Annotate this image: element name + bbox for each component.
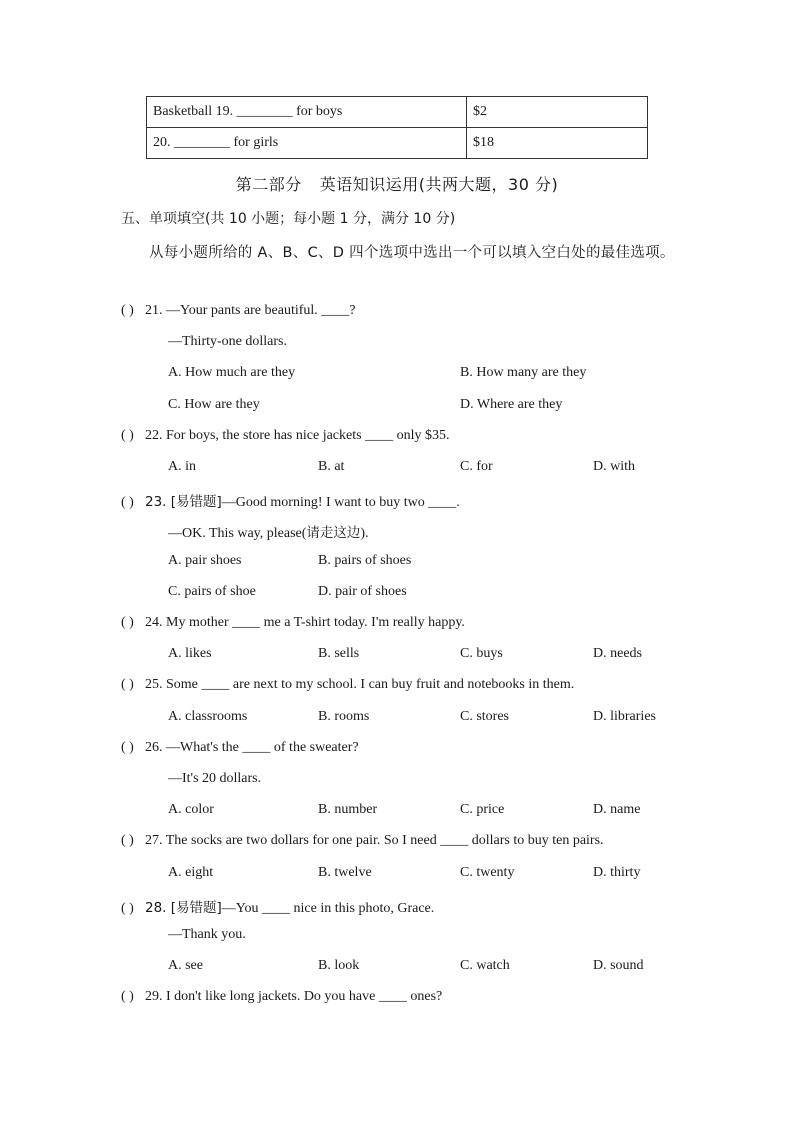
option-b: B. rooms [318, 709, 370, 724]
question-25 [121, 677, 574, 693]
option-c: C. price [460, 802, 505, 817]
answer-blank[interactable]: ( ) [121, 615, 134, 630]
answer-blank[interactable]: ( ) [121, 495, 134, 510]
option-b: B. look [318, 958, 360, 973]
option-c: C. How are they [168, 397, 260, 412]
part-title-label: 第二部分 [235, 175, 302, 194]
part-title [0, 172, 794, 195]
option-a: A. color [168, 802, 214, 817]
option-c: C. watch [460, 958, 510, 973]
answer-blank[interactable]: ( ) [121, 303, 134, 318]
question-29 [121, 989, 442, 1005]
reply-text-end: ). [360, 526, 369, 541]
option-b: B. How many are they [460, 365, 587, 380]
option-a: A. eight [168, 865, 214, 880]
question-24 [121, 615, 465, 631]
option-b: B. sells [318, 646, 360, 661]
option-a: A. pair shoes [168, 553, 242, 568]
option-a: A. classrooms [168, 709, 248, 724]
option-d: D. libraries [593, 709, 656, 724]
question-text: —Good morning! I want to buy two ____. [221, 495, 460, 510]
option-d: D. Where are they [460, 397, 563, 412]
option-a: A. likes [168, 646, 212, 661]
question-text: 24. My mother ____ me a T-shirt today. I'm really happy. [145, 615, 465, 630]
part-title-text: 英语知识运用(共两大题，30 分) [319, 175, 559, 194]
option-d: D. pair of shoes [318, 584, 407, 599]
question-27 [121, 833, 604, 849]
option-c: C. pairs of shoe [168, 584, 256, 599]
instructions: 从每小题所给的 A、B、C、D 四个选项中选出一个可以填入空白处的最佳选项。 [149, 245, 675, 261]
question-tag: 28. [易错题] [145, 900, 222, 916]
question-reply: —Thirty-one dollars. [168, 334, 287, 349]
table-cell-price: $2 [467, 97, 648, 128]
answer-blank[interactable]: ( ) [121, 428, 134, 443]
answer-blank[interactable]: ( ) [121, 833, 134, 848]
reply-note: 请走这边 [306, 525, 361, 541]
question-text: 27. The socks are two dollars for one pair. So I need ____ dollars to buy ten pairs. [145, 833, 604, 848]
answer-blank[interactable]: ( ) [121, 989, 134, 1004]
option-d: D. thirty [593, 865, 641, 880]
question-text: 26. —What's the ____ of the sweater? [145, 740, 359, 755]
option-b: B. pairs of shoes [318, 553, 412, 568]
question-reply: —It's 20 dollars. [168, 771, 262, 786]
option-c: C. for [460, 459, 493, 474]
option-c: C. buys [460, 646, 503, 661]
table-cell-item: 20. ________ for girls [147, 128, 467, 159]
question-reply [168, 521, 369, 542]
question-text: 29. I don't like long jackets. Do you have ____ ones? [145, 989, 443, 1004]
table-cell-price: $18 [467, 128, 648, 159]
option-a: A. see [168, 958, 203, 973]
question-text: 21. —Your pants are beautiful. ____? [145, 303, 356, 318]
option-d: D. with [593, 459, 635, 474]
option-a: A. in [168, 459, 196, 474]
table-row [147, 97, 648, 128]
price-table [146, 96, 648, 159]
table-row [147, 128, 648, 159]
option-b: B. twelve [318, 865, 372, 880]
option-a: A. How much are they [168, 365, 296, 380]
question-text: 22. For boys, the store has nice jackets ____ only $35. [145, 428, 450, 443]
question-text: —You ____ nice in this photo, Grace. [221, 901, 435, 916]
question-23 [121, 490, 460, 511]
answer-blank[interactable]: ( ) [121, 740, 134, 755]
option-b: B. number [318, 802, 378, 817]
question-21 [121, 303, 356, 319]
question-22 [121, 428, 449, 444]
question-26 [121, 740, 359, 756]
option-d: D. name [593, 802, 641, 817]
reply-text: —OK. This way, please( [168, 526, 307, 541]
option-c: C. twenty [460, 865, 515, 880]
answer-blank[interactable]: ( ) [121, 901, 134, 916]
question-tag: 23. [易错题] [145, 494, 222, 510]
answer-blank[interactable]: ( ) [121, 677, 134, 692]
question-text: 25. Some ____ are next to my school. I can buy fruit and notebooks in them. [145, 677, 575, 692]
section-title: 五、单项填空(共 10 小题；每小题 1 分，满分 10 分) [121, 211, 456, 227]
option-d: D. needs [593, 646, 642, 661]
option-b: B. at [318, 459, 345, 474]
option-c: C. stores [460, 709, 509, 724]
question-28 [121, 896, 434, 917]
question-reply: —Thank you. [168, 927, 246, 942]
option-d: D. sound [593, 958, 644, 973]
table-cell-item: Basketball 19. ________ for boys [147, 97, 467, 128]
